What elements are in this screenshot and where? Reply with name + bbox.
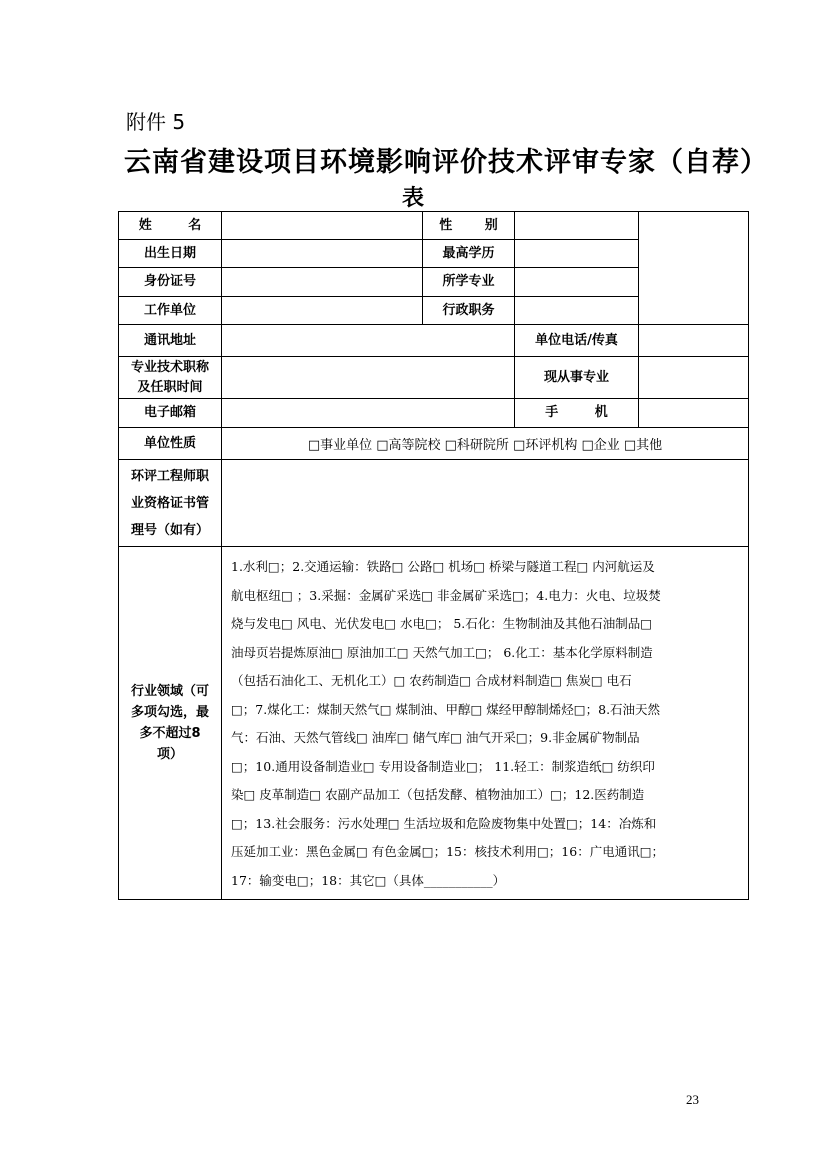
mobile-label: 手 机	[515, 399, 639, 428]
birth-date-label: 出生日期	[119, 240, 222, 268]
position-label: 行政职务	[423, 297, 515, 325]
industry-options[interactable]	[222, 547, 749, 900]
id-number-field[interactable]	[222, 268, 423, 297]
industry-label-line3: 多不超过8	[139, 726, 201, 741]
industry-label-line4: 项）	[156, 747, 183, 762]
annex-label: 附件 5	[126, 110, 186, 134]
expert-form-table	[118, 211, 749, 900]
industry-line[interactable]: □；10.通用设备制造业□ 专用设备制造业□； 11.轻工：制浆造纸□ 纺织印	[231, 758, 655, 774]
certificate-label-line3: 理号（如有）	[130, 522, 209, 538]
unit-type-label: 单位性质	[119, 428, 222, 460]
email-label: 电子邮箱	[119, 399, 222, 428]
industry-label	[119, 547, 222, 900]
major-field[interactable]	[515, 268, 639, 297]
industry-line[interactable]: 染□ 皮革制造□ 农副产品加工（包括发酵、植物油加工）□；12.医药制造	[231, 787, 645, 802]
birth-date-field[interactable]	[222, 240, 423, 268]
current-major-label: 现从事专业	[515, 357, 639, 399]
industry-line[interactable]: （包括石油化工、无机化工）□ 农药制造□ 合成材料制造□ 焦炭□ 电石	[231, 673, 632, 688]
gender-label: 性 别	[423, 212, 515, 240]
industry-line[interactable]: 17：输变电□；18：其它□（具体___________）	[231, 872, 506, 888]
industry-line[interactable]: 油母页岩提炼原油□ 原油加工□ 天然气加工□； 6.化工：基本化学原料制造	[231, 644, 653, 660]
phone-fax-label: 单位电话/传真	[515, 325, 639, 357]
unit-type-options[interactable]: □事业单位 □高等院校 □科研院所 □环评机构 □企业 □其他	[222, 428, 749, 460]
address-field[interactable]	[222, 325, 515, 357]
name-label: 姓 名	[119, 212, 222, 240]
industry-line[interactable]: 气：石油、天然气管线□ 油库□ 储气库□ 油气开采□；9.非金属矿物制品	[231, 730, 640, 745]
email-field[interactable]	[222, 399, 515, 428]
industry-line[interactable]: 航电枢纽□ ；3.采掘：金属矿采选□ 非金属矿采选□；4.电力：火电、垃圾焚	[231, 587, 661, 603]
position-field[interactable]	[515, 297, 639, 325]
industry-line[interactable]: □；13.社会服务：污水处理□ 生活垃圾和危险废物集中处置□；14：冶炼和	[231, 815, 657, 831]
professional-title-label-line2: 及任职时间	[137, 379, 203, 395]
address-label: 通讯地址	[119, 325, 222, 357]
certificate-label-line2: 业资格证书管	[130, 495, 209, 511]
major-label: 所学专业	[423, 268, 515, 297]
id-number-label: 身份证号	[119, 268, 222, 297]
certificate-field[interactable]	[222, 460, 749, 547]
employer-label: 工作单位	[119, 297, 222, 325]
photo-cell	[639, 212, 749, 325]
industry-line[interactable]: 烧与发电□ 风电、光伏发电□ 水电□； 5.石化：生物制油及其他石油制品□	[231, 616, 653, 631]
current-major-field[interactable]	[639, 357, 749, 399]
form-title: 云南省建设项目环境影响评价技术评审专家（自荐）	[124, 147, 768, 178]
gender-field[interactable]	[515, 212, 639, 240]
name-field[interactable]	[222, 212, 423, 240]
mobile-field[interactable]	[639, 399, 749, 428]
employer-field[interactable]	[222, 297, 423, 325]
form-title-continued: 表	[401, 185, 424, 211]
professional-title-field[interactable]	[222, 357, 515, 399]
industry-text-block[interactable]	[222, 547, 748, 899]
industry-line[interactable]: 压延加工业：黑色金属□ 有色金属□；15：核技术利用□；16：广电通讯□；	[231, 844, 665, 859]
page-number: 23	[686, 1092, 699, 1107]
education-label: 最高学历	[423, 240, 515, 268]
professional-title-label-line1: 专业技术职称	[130, 359, 209, 375]
education-field[interactable]	[515, 240, 639, 268]
phone-fax-field[interactable]	[639, 325, 749, 357]
certificate-label-line1: 环评工程师职	[130, 468, 209, 484]
industry-label-line2: 多项勾选，最	[130, 705, 209, 720]
industry-line[interactable]: □；7.煤化工：煤制天然气□ 煤制油、甲醇□ 煤经甲醇制烯烃□；8.石油天然	[231, 701, 661, 717]
professional-title-label	[119, 357, 222, 399]
industry-line[interactable]: 1.水利□；2.交通运输：铁路□ 公路□ 机场□ 桥梁与隧道工程□ 内河航运及	[231, 559, 655, 574]
industry-label-line1: 行业领域（可	[130, 684, 209, 699]
certificate-label	[119, 460, 222, 547]
